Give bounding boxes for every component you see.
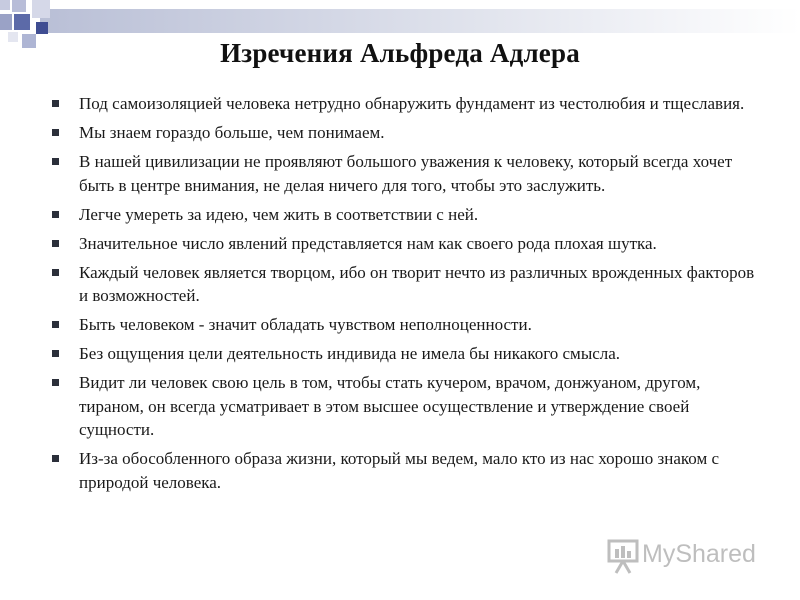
square-bullet-icon [52,350,59,357]
corner-decoration-square [32,0,50,18]
list-item [52,121,762,145]
list-item [52,342,762,366]
corner-decoration-square [0,0,10,10]
quote-text: Без ощущения цели деятельность индивида не имела бы никакого смысла. [79,344,621,363]
quote-text: Каждый человек является творцом, ибо он творит нечто из различных врожденных факторов и возможностей. [79,262,755,305]
list-item [52,203,762,227]
square-bullet-icon [52,269,59,276]
square-bullet-icon [52,455,59,462]
square-bullet-icon [52,379,59,386]
quote-text: Мы знаем гораздо больше, чем понимаем. [79,123,385,142]
corner-decoration-square [12,0,26,12]
square-bullet-icon [52,211,59,218]
list-item [52,92,762,116]
list-item [52,371,762,442]
list-item [52,150,762,197]
corner-decoration-square [14,14,30,30]
square-bullet-icon [52,158,59,165]
quote-text: Легче умереть за идею, чем жить в соответствии с ней. [79,204,479,224]
square-bullet-icon [52,129,59,136]
list-item [52,447,762,494]
list-item [52,313,762,337]
list-item [52,232,762,256]
list-item [52,261,762,308]
quote-text: Видит ли человек свою цель в том, чтобы стать кучером, врачом, донжуаном, другом, тираном, он всегда усматривает в этом высшее осуществление и утверждение своей сущности. [79,373,701,439]
quote-text: Под самоизоляцией человека нетрудно обнаружить фундамент из честолюбия и тщеславия. [79,94,745,113]
quote-text: Из-за обособленного образа жизни, который мы ведем, мало кто из нас хорошо знаком с природой человека. [79,449,720,492]
watermark-text: MyShared [642,540,756,568]
square-bullet-icon [52,321,59,328]
quote-text: Быть человеком - значит обладать чувством неполноценности. [79,315,532,334]
corner-decoration-square [36,22,48,34]
corner-decoration-square [0,14,12,30]
quote-text: Значительное число явлений представляется нам как своего рода плохая шутка. [79,233,657,253]
quote-text: В нашей цивилизации не проявляют большого уважения к человеку, который всегда хочет быть в центре внимания, не делая ничего для того, чтобы это заслужить. [79,152,733,195]
slide-title: Изречения Альфреда Адлера [220,38,580,68]
quote-list [52,92,762,500]
presentation-board-icon [606,537,640,575]
watermark [606,537,766,575]
header-gradient-bar [40,9,800,33]
square-bullet-icon [52,100,59,107]
square-bullet-icon [52,240,59,247]
